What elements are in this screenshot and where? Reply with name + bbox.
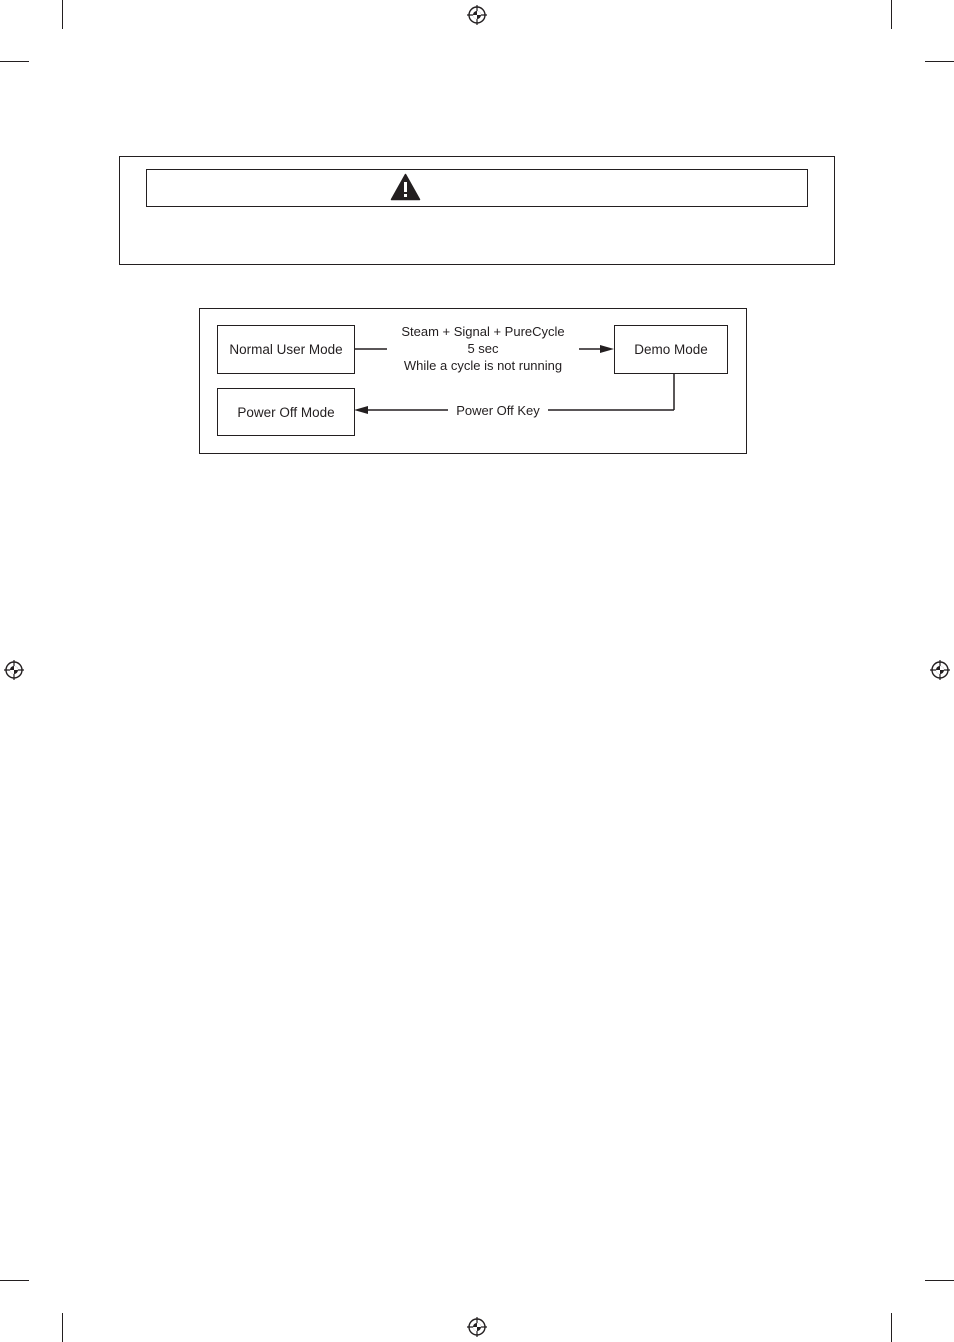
demo-transition-label (387, 323, 579, 374)
normal-user-mode-box (217, 325, 355, 374)
power-off-mode-box (217, 388, 355, 436)
demo-transition-condition: While a cycle is not running (403, 358, 563, 373)
power-off-transition-label: Power Off Key (456, 403, 540, 418)
demo-mode-label: Demo Mode (634, 342, 708, 357)
demo-mode-box (614, 325, 728, 374)
power-off-mode-label: Power Off Mode (237, 404, 335, 420)
demo-transition-keys: Steam + Signal + PureCycle (401, 324, 565, 339)
normal-user-mode-label: Normal User Mode (229, 342, 343, 357)
demo-transition-duration: 5 sec (467, 341, 499, 356)
